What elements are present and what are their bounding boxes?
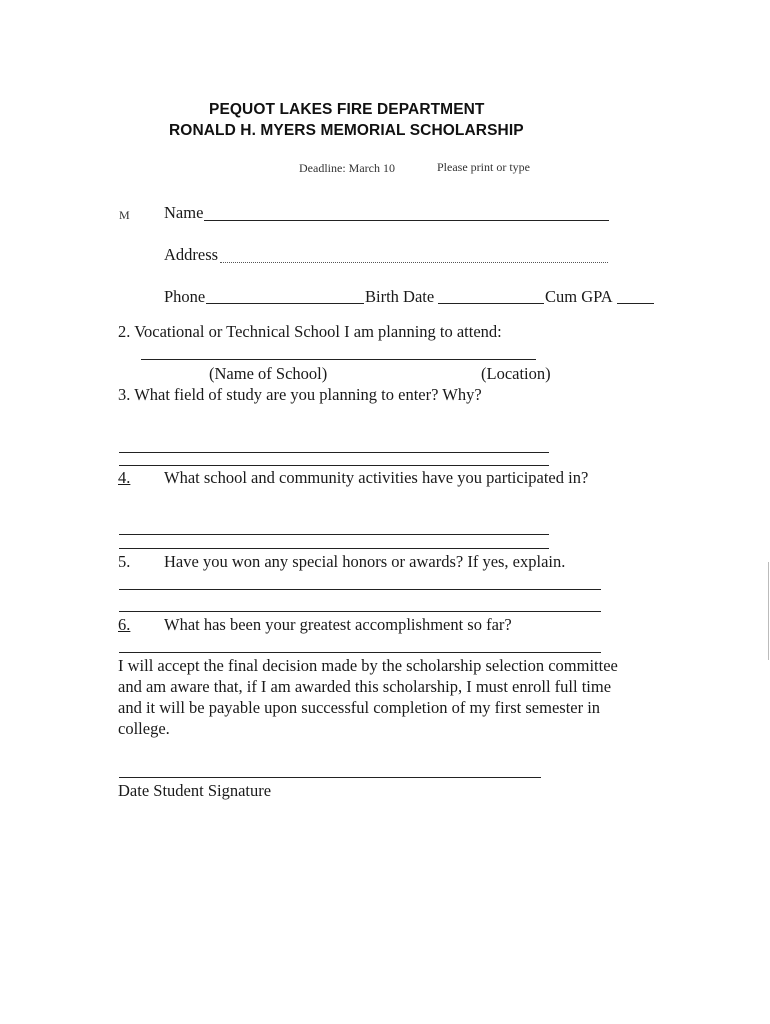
question-2: 2. Vocational or Technical School I am planning to attend: xyxy=(118,322,502,341)
phone-label: Phone xyxy=(164,287,206,306)
answer-3-line-2[interactable] xyxy=(119,465,549,466)
phone-field[interactable] xyxy=(206,303,364,304)
statement-line-4: college. xyxy=(118,719,170,738)
question-4: What school and community activities have you participated in? xyxy=(164,468,589,487)
answer-3-line-1[interactable] xyxy=(119,452,549,453)
scholarship-title: RONALD H. MYERS MEMORIAL SCHOLARSHIP xyxy=(169,122,524,139)
signature-field[interactable] xyxy=(119,777,541,778)
statement-line-2: and am aware that, if I am awarded this scholarship, I must enroll full time xyxy=(118,677,612,696)
name-label: Name xyxy=(164,203,204,222)
page-edge-mark xyxy=(768,562,769,660)
question-5-number: 5. xyxy=(118,552,131,571)
signature-caption: Date Student Signature xyxy=(118,781,272,800)
school-field[interactable] xyxy=(141,359,536,360)
address-field[interactable] xyxy=(220,262,608,263)
statement-line-1: I will accept the final decision made by the scholarship selection committee xyxy=(118,656,618,675)
answer-6-line[interactable] xyxy=(119,652,601,653)
question-5: Have you won any special honors or awards? If yes, explain. xyxy=(164,552,566,571)
statement-line-3: and it will be payable upon successful completion of my first semester in xyxy=(118,698,601,717)
question-6-number: 6. xyxy=(118,615,131,634)
question-4-number: 4. xyxy=(118,468,131,487)
question-6: What has been your greatest accomplishment so far? xyxy=(164,615,512,634)
answer-4-line-2[interactable] xyxy=(119,548,549,549)
birth-date-label: Birth Date xyxy=(365,287,435,306)
department-title: PEQUOT LAKES FIRE DEPARTMENT xyxy=(209,101,485,118)
answer-5-line-1[interactable] xyxy=(119,589,601,590)
answer-5-line-2[interactable] xyxy=(119,611,601,612)
name-field[interactable] xyxy=(204,220,609,221)
address-label: Address xyxy=(164,245,219,264)
school-location-caption: (Location) xyxy=(481,364,551,383)
answer-4-line-1[interactable] xyxy=(119,534,549,535)
deadline-text: Deadline: March 10 xyxy=(299,161,395,175)
print-instruction: Please print or type xyxy=(437,160,530,174)
margin-marker: M xyxy=(119,208,130,222)
cum-gpa-label: Cum GPA xyxy=(545,287,613,306)
birth-date-field[interactable] xyxy=(438,303,544,304)
cum-gpa-field[interactable] xyxy=(617,303,654,304)
question-3: 3. What field of study are you planning to enter? Why? xyxy=(118,385,482,404)
school-name-caption: (Name of School) xyxy=(209,364,328,383)
